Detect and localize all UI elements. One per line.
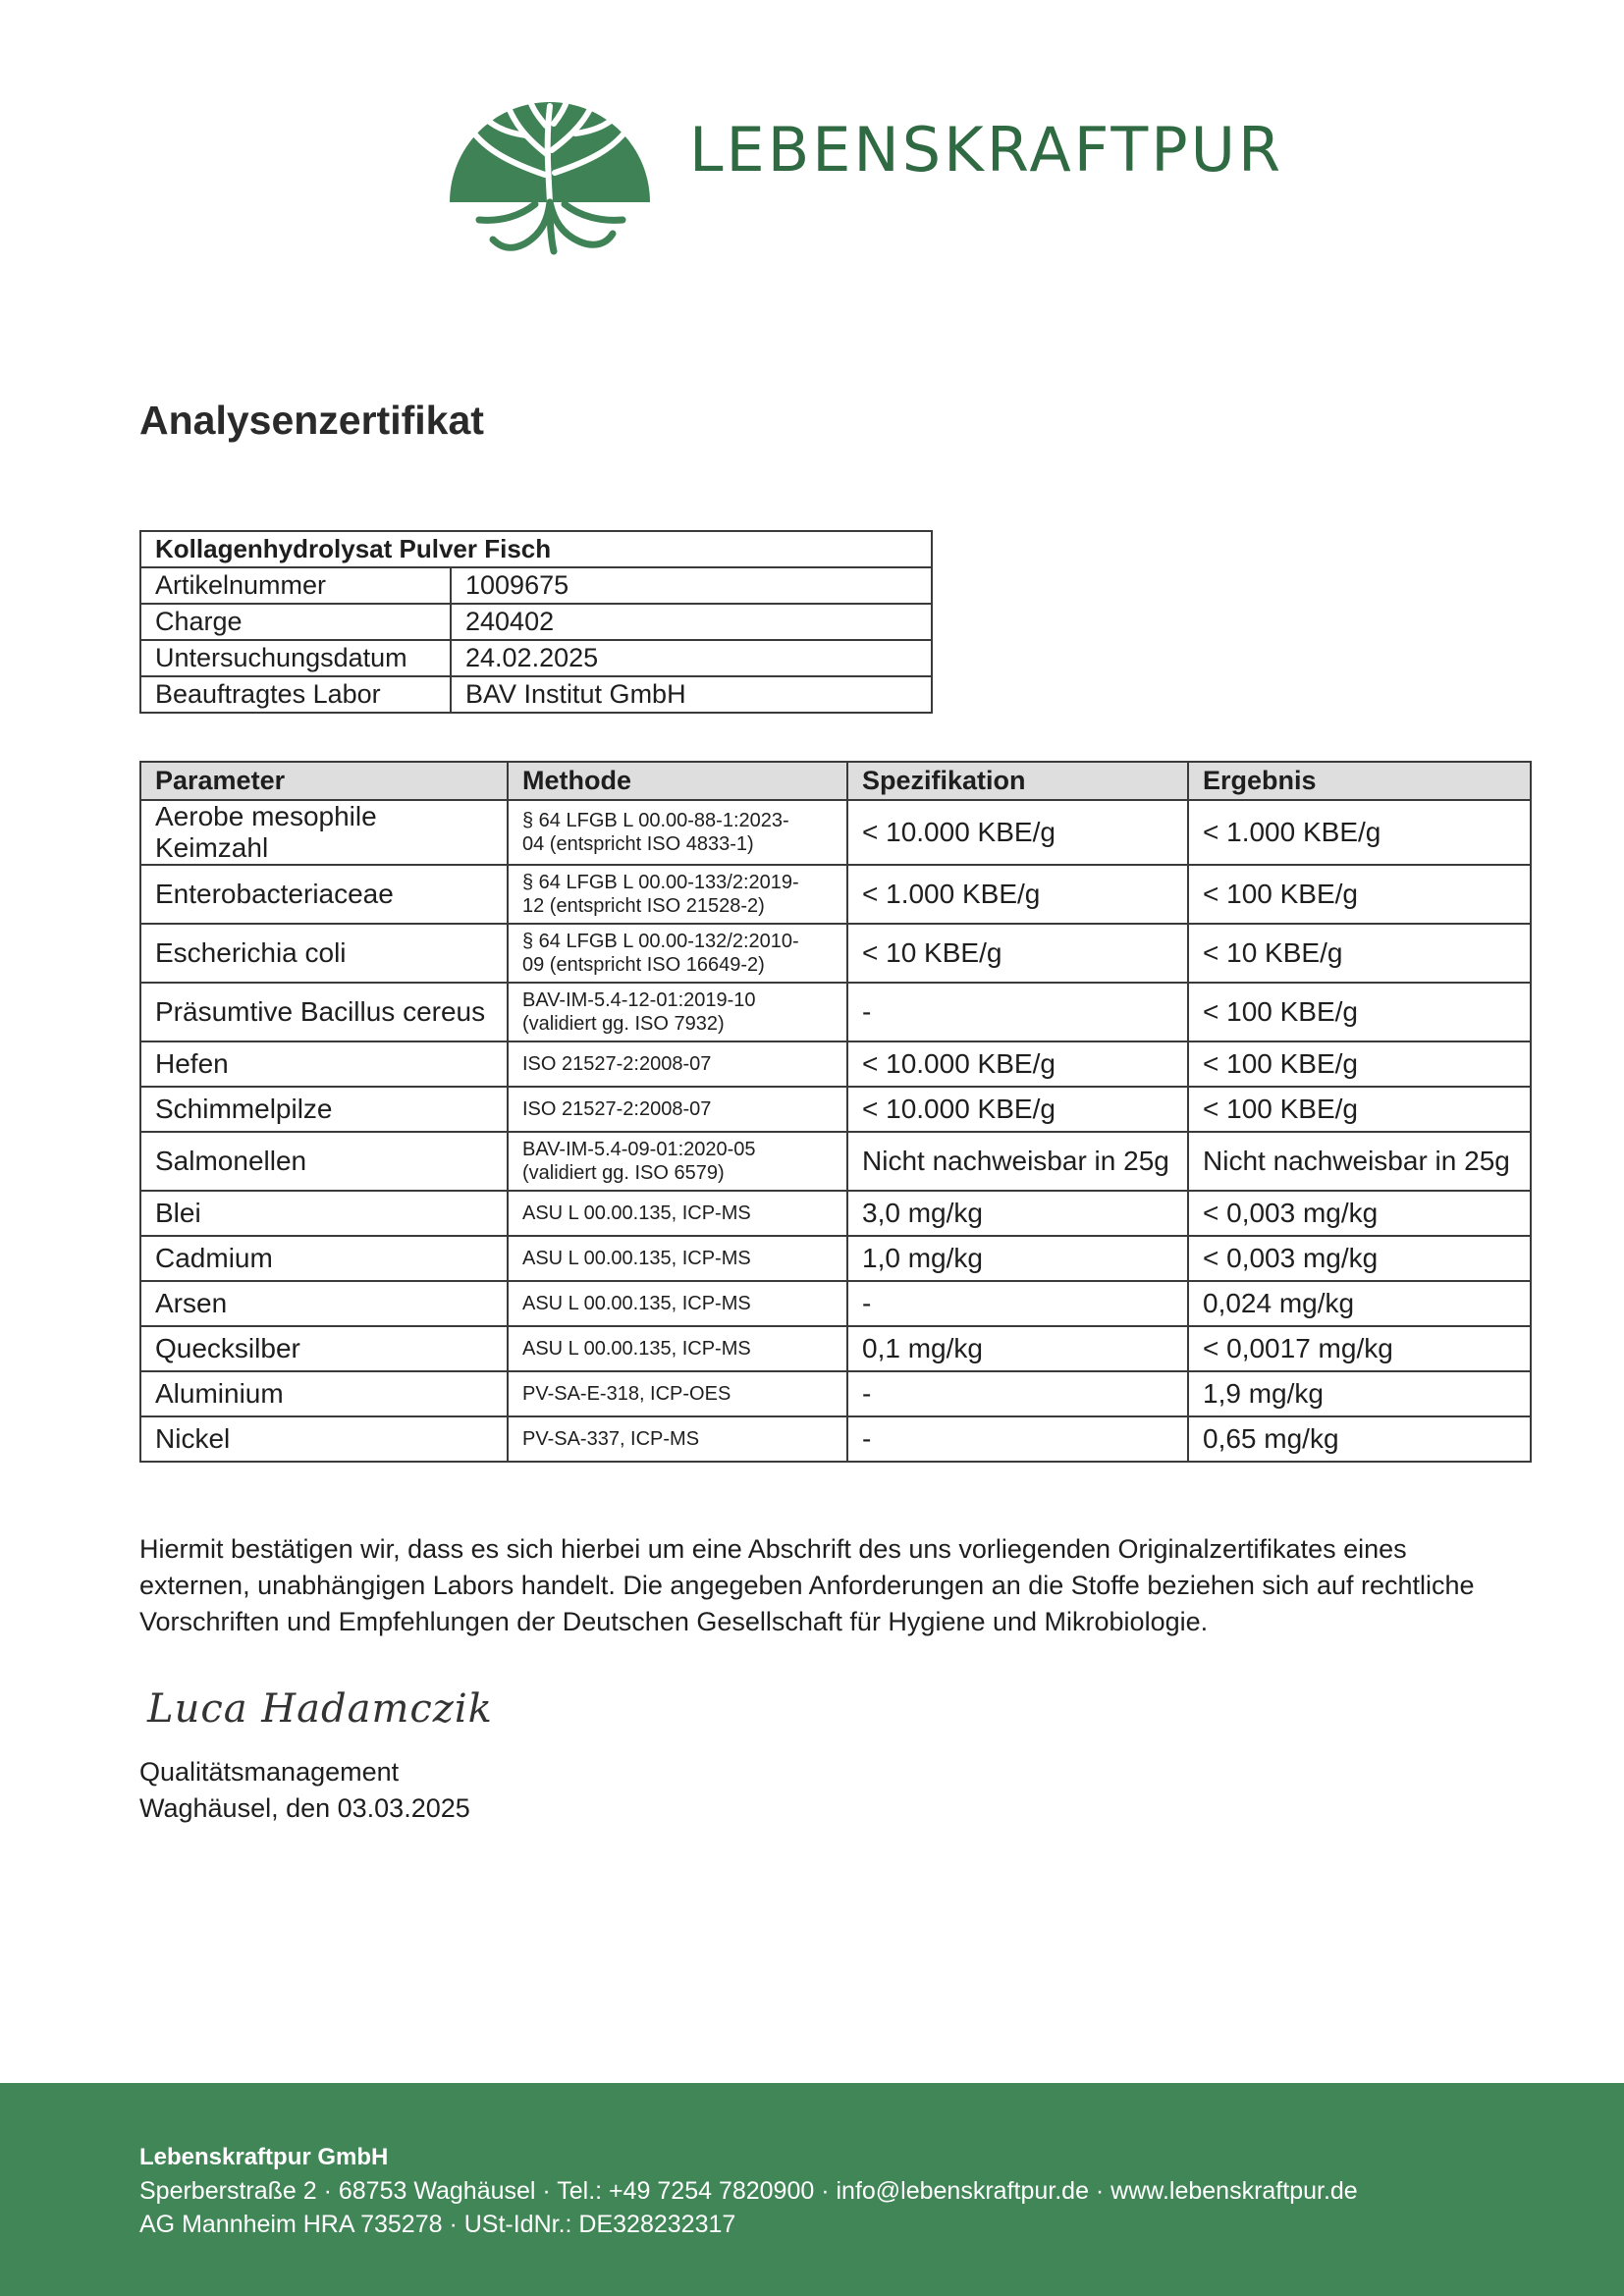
result-row: [140, 1041, 1531, 1087]
result-row: [140, 1371, 1531, 1416]
cell-result: < 0,003 mg/kg: [1188, 1236, 1531, 1281]
cell-method: [508, 1041, 847, 1087]
result-row: [140, 1281, 1531, 1326]
cell-parameter: Blei: [140, 1191, 508, 1236]
cell-result: < 0,0017 mg/kg: [1188, 1326, 1531, 1371]
cell-result: < 100 KBE/g: [1188, 1041, 1531, 1087]
results-body: [140, 800, 1531, 1462]
place-date: Waghäusel, den 03.03.2025: [139, 1793, 470, 1823]
statement-line: Hiermit bestätigen wir, dass es sich hierbei um eine Abschrift des uns vorliegenden Originalzertifikates eines: [139, 1534, 1407, 1564]
cell-result: 0,024 mg/kg: [1188, 1281, 1531, 1326]
statement-line: Vorschriften und Empfehlungen der Deutschen Gesellschaft für Hygiene und Mikrobiologie.: [139, 1607, 1209, 1636]
cell-result: Nicht nachweisbar in 25g: [1188, 1132, 1531, 1191]
handwritten-signature: Luca Hadamczik: [147, 1686, 493, 1732]
cell-method: [508, 800, 847, 865]
cell-parameter: Cadmium: [140, 1236, 508, 1281]
cell-parameter: Präsumtive Bacillus cereus: [140, 983, 508, 1041]
cell-parameter: Escherichia coli: [140, 924, 508, 983]
info-label: Untersuchungsdatum: [140, 640, 451, 676]
cell-result: < 100 KBE/g: [1188, 983, 1531, 1041]
header-spec: Spezifikation: [847, 762, 1188, 800]
cell-spec: -: [847, 1371, 1188, 1416]
cell-result: < 100 KBE/g: [1188, 1087, 1531, 1132]
cell-spec: 1,0 mg/kg: [847, 1236, 1188, 1281]
cell-method: [508, 1132, 847, 1191]
document-title: Analysenzertifikat: [139, 398, 484, 443]
product-name: Kollagenhydrolysat Pulver Fisch: [140, 531, 932, 567]
footer-address: Sperberstraße 2 · 68753 Waghäusel · Tel.: +49 7254 7820900 · info@lebenskraftpur.de · www.lebenskraftpur.de: [139, 2177, 1358, 2205]
cell-method: [508, 1087, 847, 1132]
cell-spec: -: [847, 1281, 1188, 1326]
info-value: 24.02.2025: [451, 640, 932, 676]
method-line: BAV-IM-5.4-09-01:2020-05: [522, 1139, 756, 1160]
statement-line: externen, unabhängigen Labors handelt. Die angegeben Anforderungen an die Stoffe beziehen sich auf rechtliche: [139, 1571, 1475, 1600]
footer: [0, 2083, 1624, 2296]
method-line: 12 (entspricht ISO 21528-2): [522, 895, 765, 917]
method-line: ISO 21527-2:2008-07: [522, 1098, 712, 1120]
method-line: (validiert gg. ISO 7932): [522, 1013, 725, 1035]
result-row: [140, 800, 1531, 865]
cell-method: [508, 1416, 847, 1462]
cell-parameter: Enterobacteriaceae: [140, 865, 508, 924]
cell-parameter: Nickel: [140, 1416, 508, 1462]
method-line: PV-SA-E-318, ICP-OES: [522, 1383, 731, 1405]
result-row: [140, 865, 1531, 924]
result-row: [140, 1132, 1531, 1191]
result-row: [140, 983, 1531, 1041]
cell-parameter: Quecksilber: [140, 1326, 508, 1371]
confirmation-statement: [139, 1531, 1534, 1640]
signatory-block: [139, 1754, 470, 1827]
results-table: [139, 761, 1532, 1463]
cell-spec: < 1.000 KBE/g: [847, 865, 1188, 924]
method-line: ASU L 00.00.135, ICP-MS: [522, 1338, 751, 1360]
info-value: 1009675: [451, 567, 932, 604]
cell-method: [508, 924, 847, 983]
cell-parameter: Hefen: [140, 1041, 508, 1087]
cell-result: < 0,003 mg/kg: [1188, 1191, 1531, 1236]
cell-parameter: Salmonellen: [140, 1132, 508, 1191]
cell-spec: -: [847, 983, 1188, 1041]
tree-logo-icon: [432, 47, 668, 255]
info-value: 240402: [451, 604, 932, 640]
method-line: BAV-IM-5.4-12-01:2019-10: [522, 989, 756, 1011]
method-line: ISO 21527-2:2008-07: [522, 1053, 712, 1075]
company-logo: [432, 47, 1284, 255]
cell-result: < 100 KBE/g: [1188, 865, 1531, 924]
cell-result: < 10 KBE/g: [1188, 924, 1531, 983]
cell-spec: < 10 KBE/g: [847, 924, 1188, 983]
info-row: [140, 567, 932, 604]
info-label: Artikelnummer: [140, 567, 451, 604]
method-line: ASU L 00.00.135, ICP-MS: [522, 1202, 751, 1224]
cell-spec: < 10.000 KBE/g: [847, 1087, 1188, 1132]
signatory-role: Qualitätsmanagement: [139, 1757, 400, 1787]
method-line: § 64 LFGB L 00.00-88-1:2023-: [522, 810, 789, 831]
method-line: § 64 LFGB L 00.00-132/2:2010-: [522, 931, 799, 952]
info-value: BAV Institut GmbH: [451, 676, 932, 713]
cell-parameter: Arsen: [140, 1281, 508, 1326]
cell-method: [508, 1191, 847, 1236]
cell-spec: 0,1 mg/kg: [847, 1326, 1188, 1371]
result-row: [140, 1236, 1531, 1281]
method-line: PV-SA-337, ICP-MS: [522, 1428, 700, 1450]
cell-result: < 1.000 KBE/g: [1188, 800, 1531, 865]
cell-spec: < 10.000 KBE/g: [847, 800, 1188, 865]
info-row: [140, 640, 932, 676]
cell-method: [508, 983, 847, 1041]
cell-result: 1,9 mg/kg: [1188, 1371, 1531, 1416]
header-result: Ergebnis: [1188, 762, 1531, 800]
info-label: Charge: [140, 604, 451, 640]
result-row: [140, 1191, 1531, 1236]
header-parameter: Parameter: [140, 762, 508, 800]
results-header-row: [140, 762, 1531, 800]
footer-registry: AG Mannheim HRA 735278 · USt-IdNr.: DE328232317: [139, 2211, 736, 2238]
product-info-table: [139, 530, 933, 714]
cell-method: [508, 1326, 847, 1371]
cell-result: 0,65 mg/kg: [1188, 1416, 1531, 1462]
result-row: [140, 1326, 1531, 1371]
method-line: 09 (entspricht ISO 16649-2): [522, 954, 765, 976]
cell-parameter: Aerobe mesophile Keimzahl: [140, 800, 508, 865]
method-line: § 64 LFGB L 00.00-133/2:2019-: [522, 872, 799, 893]
brand-name: LEBENSKRAFTPUR: [689, 114, 1284, 186]
method-line: 04 (entspricht ISO 4833-1): [522, 833, 754, 855]
header-method: Methode: [508, 762, 847, 800]
cell-method: [508, 1281, 847, 1326]
cell-spec: 3,0 mg/kg: [847, 1191, 1188, 1236]
cell-method: [508, 1236, 847, 1281]
result-row: [140, 1087, 1531, 1132]
product-name-row: [140, 531, 932, 567]
cell-method: [508, 1371, 847, 1416]
cell-spec: -: [847, 1416, 1188, 1462]
method-line: (validiert gg. ISO 6579): [522, 1162, 725, 1184]
cell-method: [508, 865, 847, 924]
method-line: ASU L 00.00.135, ICP-MS: [522, 1248, 751, 1269]
cell-parameter: Schimmelpilze: [140, 1087, 508, 1132]
result-row: [140, 924, 1531, 983]
footer-company: Lebenskraftpur GmbH: [139, 2144, 389, 2170]
cell-spec: Nicht nachweisbar in 25g: [847, 1132, 1188, 1191]
info-row: [140, 604, 932, 640]
info-label: Beauftragtes Labor: [140, 676, 451, 713]
method-line: ASU L 00.00.135, ICP-MS: [522, 1293, 751, 1314]
cell-spec: < 10.000 KBE/g: [847, 1041, 1188, 1087]
result-row: [140, 1416, 1531, 1462]
info-row: [140, 676, 932, 713]
cell-parameter: Aluminium: [140, 1371, 508, 1416]
